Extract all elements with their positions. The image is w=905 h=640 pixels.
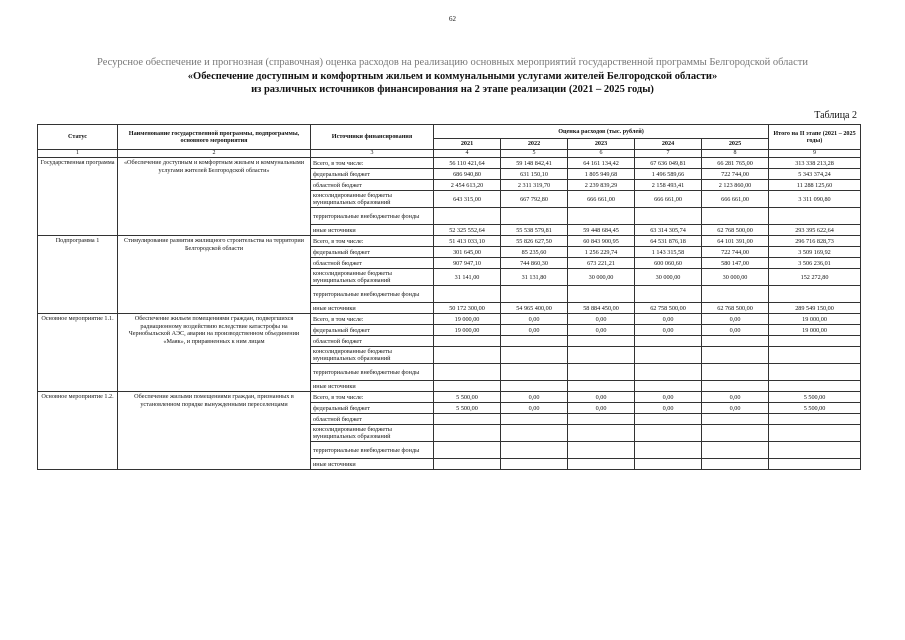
table-caption: Таблица 2 (814, 110, 857, 121)
funding-source: иные источники (311, 303, 434, 314)
header-status: Статус (38, 125, 118, 150)
stage-total: 293 395 622,64 (769, 225, 861, 236)
year-value: 55 538 579,81 (501, 225, 568, 236)
stage-total: 19 000,00 (769, 325, 861, 336)
year-value (635, 347, 702, 364)
year-value (501, 414, 568, 425)
funding-source: иные источники (311, 225, 434, 236)
year-value (501, 208, 568, 225)
year-value: 643 315,00 (434, 191, 501, 208)
column-number: 5 (501, 150, 568, 158)
document-title (20, 56, 885, 97)
row-program-name: Стимулирование развития жилищного строительства на территории Белгородской области (118, 236, 311, 314)
year-value: 673 221,21 (568, 258, 635, 269)
year-value: 0,00 (702, 325, 769, 336)
stage-total (769, 208, 861, 225)
title-line-3: из различных источников финансирования на 2 этапе реализации (2021 – 2025 годы) (251, 84, 654, 95)
stage-total: 5 343 374,24 (769, 169, 861, 180)
year-value (635, 208, 702, 225)
year-value (702, 425, 769, 442)
row-status: Государственная программа (38, 158, 118, 236)
funding-source: областной бюджет (311, 336, 434, 347)
column-number: 8 (702, 150, 769, 158)
year-value: 631 150,10 (501, 169, 568, 180)
year-value (501, 364, 568, 381)
funding-source: федеральный бюджет (311, 403, 434, 414)
year-value (501, 347, 568, 364)
funding-source: Всего, в том числе: (311, 314, 434, 325)
stage-total (769, 347, 861, 364)
funding-source: консолидированные бюджеты муниципальных образований (311, 425, 434, 442)
year-value: 30 000,00 (702, 269, 769, 286)
column-numbers-row (38, 150, 861, 158)
year-value: 19 000,00 (434, 314, 501, 325)
row-program-name: «Обеспечение доступным и комфортным жильем и коммунальными услугами жителей Белгородской области» (118, 158, 311, 236)
funding-source: Всего, в том числе: (311, 158, 434, 169)
year-value (702, 364, 769, 381)
stage-total (769, 459, 861, 470)
column-number: 7 (635, 150, 702, 158)
year-value (434, 336, 501, 347)
year-value (568, 414, 635, 425)
year-value: 0,00 (501, 403, 568, 414)
header-year: 2023 (568, 139, 635, 150)
funding-source: консолидированные бюджеты муниципальных образований (311, 347, 434, 364)
year-value: 30 000,00 (635, 269, 702, 286)
year-value: 2 311 319,70 (501, 180, 568, 191)
stage-total (769, 364, 861, 381)
year-value: 580 147,00 (702, 258, 769, 269)
year-value: 0,00 (568, 325, 635, 336)
year-value (635, 286, 702, 303)
stage-total (769, 425, 861, 442)
year-value: 60 843 900,95 (568, 236, 635, 247)
year-value (501, 336, 568, 347)
year-value: 62 758 500,00 (635, 303, 702, 314)
year-value (434, 208, 501, 225)
year-value (501, 442, 568, 459)
column-number: 1 (38, 150, 118, 158)
year-value (702, 347, 769, 364)
year-value: 600 060,60 (635, 258, 702, 269)
year-value (434, 381, 501, 392)
column-number: 4 (434, 150, 501, 158)
year-value: 1 256 229,74 (568, 247, 635, 258)
year-value: 51 413 033,10 (434, 236, 501, 247)
year-value (702, 381, 769, 392)
year-value (568, 347, 635, 364)
year-value: 30 000,00 (568, 269, 635, 286)
year-value: 0,00 (635, 314, 702, 325)
year-value (434, 347, 501, 364)
year-value: 744 860,30 (501, 258, 568, 269)
table-row (38, 158, 861, 169)
page-number: 62 (449, 15, 456, 23)
year-value: 2 158 493,41 (635, 180, 702, 191)
row-program-name: Обеспечение жилыми помещениями граждан, признанных в установленном порядке вынужденными переселенцами (118, 392, 311, 470)
year-value: 666 661,00 (635, 191, 702, 208)
stage-total (769, 286, 861, 303)
stage-total: 3 311 090,80 (769, 191, 861, 208)
year-value: 55 826 627,50 (501, 236, 568, 247)
year-value: 56 110 421,64 (434, 158, 501, 169)
year-value: 0,00 (501, 325, 568, 336)
year-value: 62 768 500,00 (702, 225, 769, 236)
table-row (38, 314, 861, 325)
year-value (635, 425, 702, 442)
funding-source: федеральный бюджет (311, 169, 434, 180)
year-value (635, 336, 702, 347)
year-value: 66 281 765,00 (702, 158, 769, 169)
header-year: 2022 (501, 139, 568, 150)
funding-source: иные источники (311, 459, 434, 470)
year-value: 1 805 949,68 (568, 169, 635, 180)
header-year: 2025 (702, 139, 769, 150)
header-row (38, 125, 861, 139)
year-value: 2 454 613,20 (434, 180, 501, 191)
year-value: 722 744,00 (702, 169, 769, 180)
stage-total: 11 288 125,60 (769, 180, 861, 191)
year-value: 0,00 (501, 314, 568, 325)
year-value: 0,00 (702, 403, 769, 414)
year-value (635, 414, 702, 425)
year-value: 0,00 (635, 403, 702, 414)
year-value: 63 314 305,74 (635, 225, 702, 236)
year-value: 85 235,60 (501, 247, 568, 258)
header-name: Наименование государственной программы, подпрограммы, основного мероприятия (118, 125, 311, 150)
stage-total: 19 000,00 (769, 314, 861, 325)
year-value: 64 161 134,42 (568, 158, 635, 169)
year-value (568, 442, 635, 459)
year-value: 0,00 (702, 392, 769, 403)
year-value: 59 148 842,41 (501, 158, 568, 169)
year-value: 666 661,00 (702, 191, 769, 208)
funding-source: территориальные внебюджетные фонды (311, 286, 434, 303)
year-value: 0,00 (635, 392, 702, 403)
year-value: 686 940,80 (434, 169, 501, 180)
stage-total (769, 381, 861, 392)
stage-total: 289 549 150,00 (769, 303, 861, 314)
funding-source: федеральный бюджет (311, 247, 434, 258)
title-line-1: Ресурсное обеспечение и прогнозная (справочная) оценка расходов на реализацию основных мероприятий государственной программы Белгородской области (97, 57, 808, 68)
year-value (702, 286, 769, 303)
stage-total: 3 509 169,92 (769, 247, 861, 258)
year-value (434, 414, 501, 425)
year-value (702, 459, 769, 470)
year-value: 67 636 049,81 (635, 158, 702, 169)
header-year: 2024 (635, 139, 702, 150)
year-value (702, 414, 769, 425)
year-value (501, 286, 568, 303)
funding-source: территориальные внебюджетные фонды (311, 442, 434, 459)
funding-source: областной бюджет (311, 180, 434, 191)
table-body (38, 158, 861, 470)
year-value (568, 459, 635, 470)
table-row (38, 392, 861, 403)
year-value: 0,00 (568, 392, 635, 403)
year-value (702, 442, 769, 459)
year-value (434, 364, 501, 381)
year-value: 301 645,00 (434, 247, 501, 258)
stage-total (769, 442, 861, 459)
table-row (38, 236, 861, 247)
column-number: 2 (118, 150, 311, 158)
year-value: 50 172 300,00 (434, 303, 501, 314)
year-value (434, 286, 501, 303)
year-value (568, 381, 635, 392)
year-value: 0,00 (702, 314, 769, 325)
funding-source: федеральный бюджет (311, 325, 434, 336)
year-value: 62 768 500,00 (702, 303, 769, 314)
year-value (501, 459, 568, 470)
header-sources: Источники финансирования (311, 125, 434, 150)
year-value: 0,00 (568, 314, 635, 325)
funding-source: Всего, в том числе: (311, 236, 434, 247)
funding-source: Всего, в том числе: (311, 392, 434, 403)
year-value: 54 965 400,00 (501, 303, 568, 314)
year-value (568, 208, 635, 225)
funding-source: консолидированные бюджеты муниципальных образований (311, 269, 434, 286)
year-value: 667 792,80 (501, 191, 568, 208)
year-value (434, 442, 501, 459)
funding-source: консолидированные бюджеты муниципальных образований (311, 191, 434, 208)
year-value (501, 381, 568, 392)
year-value: 666 661,00 (568, 191, 635, 208)
year-value: 5 500,00 (434, 403, 501, 414)
row-status: Подпрограмма 1 (38, 236, 118, 314)
year-value (635, 459, 702, 470)
year-value: 0,00 (635, 325, 702, 336)
year-value: 2 239 839,29 (568, 180, 635, 191)
year-value: 5 500,00 (434, 392, 501, 403)
stage-total (769, 336, 861, 347)
funding-source: территориальные внебюджетные фонды (311, 364, 434, 381)
year-value (635, 381, 702, 392)
year-value: 64 531 876,18 (635, 236, 702, 247)
funding-source: иные источники (311, 381, 434, 392)
year-value (434, 425, 501, 442)
title-line-2: «Обеспечение доступным и комфортным жильем и коммунальными услугами жителей Белгородской области» (187, 70, 718, 82)
funding-source: территориальные внебюджетные фонды (311, 208, 434, 225)
column-number: 3 (311, 150, 434, 158)
funding-source: областной бюджет (311, 414, 434, 425)
stage-total: 5 500,00 (769, 403, 861, 414)
year-value: 59 448 684,45 (568, 225, 635, 236)
year-value (501, 425, 568, 442)
year-value: 0,00 (568, 403, 635, 414)
year-value: 31 141,00 (434, 269, 501, 286)
row-status: Основное мероприятие 1.1. (38, 314, 118, 392)
year-value (635, 364, 702, 381)
stage-total: 3 506 236,01 (769, 258, 861, 269)
stage-total: 5 500,00 (769, 392, 861, 403)
year-value (434, 459, 501, 470)
row-status: Основное мероприятие 1.2. (38, 392, 118, 470)
year-value: 907 947,10 (434, 258, 501, 269)
year-value (635, 442, 702, 459)
column-number: 6 (568, 150, 635, 158)
funding-source: областной бюджет (311, 258, 434, 269)
year-value: 0,00 (501, 392, 568, 403)
year-value (702, 336, 769, 347)
stage-total: 152 272,80 (769, 269, 861, 286)
year-value: 722 744,00 (702, 247, 769, 258)
year-value: 1 143 315,58 (635, 247, 702, 258)
year-value: 31 131,80 (501, 269, 568, 286)
year-value: 52 325 552,64 (434, 225, 501, 236)
year-value: 2 123 860,00 (702, 180, 769, 191)
budget-table (37, 124, 861, 470)
stage-total: 313 338 213,28 (769, 158, 861, 169)
column-number: 9 (769, 150, 861, 158)
year-value (568, 425, 635, 442)
year-value (568, 364, 635, 381)
stage-total: 296 716 828,73 (769, 236, 861, 247)
year-value: 64 101 391,00 (702, 236, 769, 247)
year-value (568, 286, 635, 303)
year-value (568, 336, 635, 347)
header-year: 2021 (434, 139, 501, 150)
header-total: Итого на II этапе (2021 – 2025 годы) (769, 125, 861, 150)
row-program-name: Обеспечение жильем помещениями граждан, подвергшихся радиационному воздействию вследствие катастрофы на Чернобыльской АЭС, аварии на производственном объединении «Маяк», и приравненных к ним лицам (118, 314, 311, 392)
year-value (702, 208, 769, 225)
year-value: 58 884 450,00 (568, 303, 635, 314)
year-value: 19 000,00 (434, 325, 501, 336)
stage-total (769, 414, 861, 425)
year-value: 1 496 589,66 (635, 169, 702, 180)
header-estimate: Оценка расходов (тыс. рублей) (434, 125, 769, 139)
